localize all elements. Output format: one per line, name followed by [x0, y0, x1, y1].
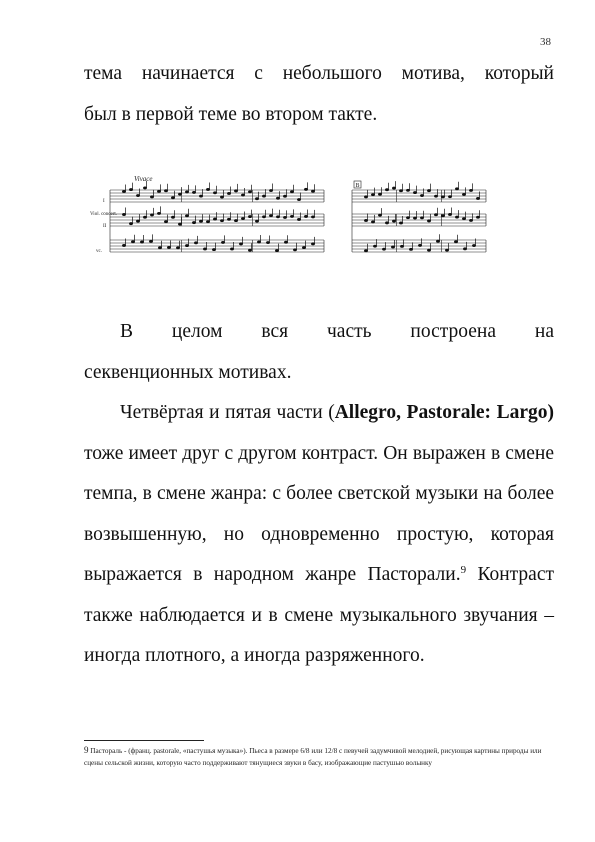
paragraph-sequences: [84, 312, 554, 393]
staff-label-violin-2: II: [103, 224, 107, 229]
paragraph-theme: [84, 54, 554, 135]
text-segment: тоже имеет друг с другом контраст. Он выражен в смене темпа, в смене жанра: с более светской музыки на более возвышенную, но одновременно простую, которая выражается в народном жанре Пасторали.: [84, 442, 554, 585]
paragraph-line: тема начинается с небольшого мотива, который: [84, 63, 554, 84]
tempo-marking: Vivace: [134, 175, 153, 183]
footnote-reference[interactable]: 9: [460, 564, 467, 576]
paragraph-line: В целом вся часть построена на: [120, 321, 554, 342]
footnote: [84, 744, 554, 769]
paragraph-parts-contrast: [84, 393, 554, 677]
staff-label-cello: vc.: [96, 249, 102, 254]
tempo-title: Largo): [496, 402, 555, 423]
page-number: 38: [540, 36, 551, 48]
text-segment: Четвёртая и пятая части (: [120, 402, 335, 423]
rehearsal-mark: B: [355, 183, 360, 189]
footnote-divider: [84, 740, 204, 741]
footnote-number: 9: [84, 745, 89, 755]
staff-label-viol-concert: Viol. concert.: [90, 212, 118, 217]
footnote-text: Пастораль - (франц. pastorale, «пастушья музыка»). Пьеса в размере 6/8 или 12/8 с певучей задумчивой мелодией, рисующая картины природы или сцены сельской жизни, которую часто поддерживают тянущиеся звуки в басу, изображающие пастушью волынку: [84, 747, 542, 767]
text-segment: Контраст также наблюдается и в смене музыкального звучания – иногда плотного, а иногда разряженного.: [84, 564, 555, 666]
paragraph-line: секвенционных мотивах.: [84, 361, 292, 383]
paragraph-line: был в первой теме во втором такте.: [84, 103, 378, 125]
tempo-title: Allegro, Pastorale:: [334, 402, 492, 423]
staff-label-violin-1: I: [103, 199, 105, 204]
music-score-excerpt: [88, 172, 492, 272]
